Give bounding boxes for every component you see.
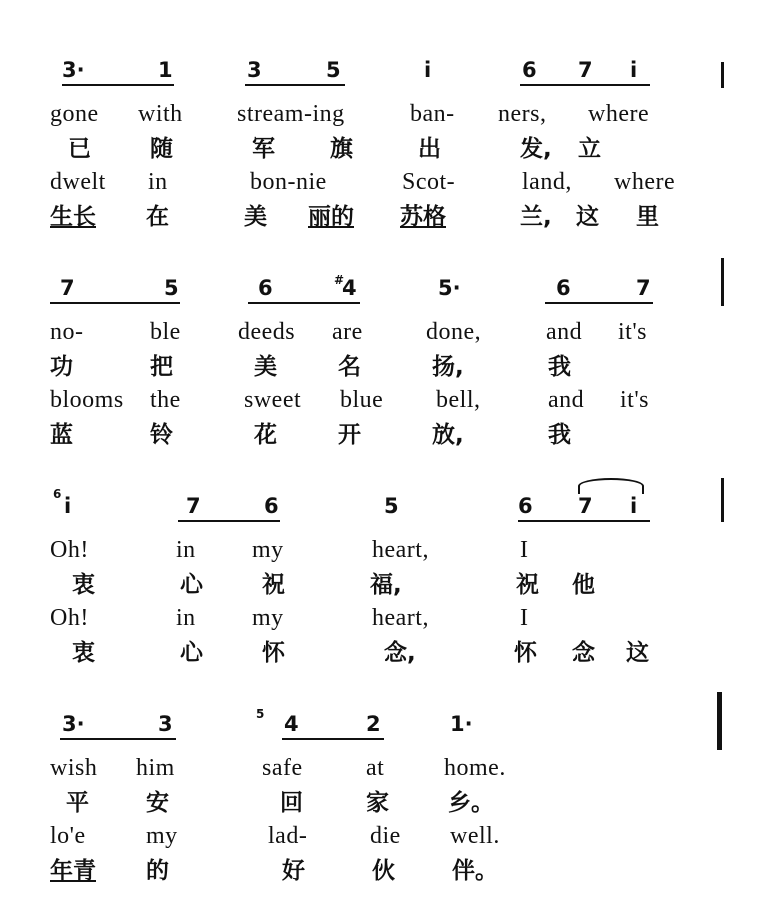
lyric-char: 福, bbox=[370, 572, 402, 598]
lyric-word: blooms bbox=[50, 387, 124, 413]
lyric-char: 怀 bbox=[514, 640, 537, 666]
lyric-char: 把 bbox=[150, 354, 173, 380]
lyric-word: are bbox=[332, 319, 363, 345]
lyric-word: land, bbox=[522, 169, 572, 195]
lyric-char: 美 bbox=[244, 204, 267, 230]
lyric-word: my bbox=[252, 537, 284, 563]
lyric-word: ban- bbox=[410, 101, 455, 127]
beam-line bbox=[245, 84, 345, 86]
bar-line bbox=[721, 62, 724, 88]
lyric-word: in bbox=[148, 169, 168, 195]
lyric-word: home. bbox=[444, 755, 506, 781]
lyric-char: 花 bbox=[254, 422, 277, 448]
lyric-word: in bbox=[176, 605, 196, 631]
lyric-char: 的 bbox=[146, 858, 169, 884]
note: 6 bbox=[258, 276, 273, 300]
lyric-word: ners, bbox=[498, 101, 547, 127]
lyric-word: stream-ing bbox=[237, 101, 345, 127]
beam-line bbox=[248, 302, 360, 304]
beam-line bbox=[60, 738, 176, 740]
lyric-char: 兰, bbox=[520, 204, 552, 230]
lyric-word: and bbox=[548, 387, 585, 413]
lyric-word: my bbox=[252, 605, 284, 631]
note: 5 bbox=[164, 276, 179, 300]
lyric-char: 安 bbox=[146, 790, 169, 816]
beam-line bbox=[50, 302, 180, 304]
slur bbox=[578, 478, 644, 494]
lyric-char: 军 bbox=[252, 136, 275, 162]
lyric-char: 里 bbox=[636, 204, 659, 230]
lyric-char: 生长 bbox=[50, 204, 96, 230]
lyric-char: 旗 bbox=[330, 136, 353, 162]
lyric-char: 立 bbox=[578, 136, 601, 162]
lyric-char: 在 bbox=[146, 204, 169, 230]
lyric-char: 功 bbox=[50, 354, 73, 380]
lyric-word: Oh! bbox=[50, 605, 89, 631]
lyric-word: lad- bbox=[268, 823, 308, 849]
note: 3 bbox=[247, 58, 262, 82]
note: i bbox=[630, 58, 638, 82]
lyric-char: 丽的 bbox=[308, 204, 354, 230]
lyric-word: it's bbox=[620, 387, 649, 413]
lyric-word: at bbox=[366, 755, 385, 781]
final-bar-line bbox=[717, 692, 722, 750]
note: 1 bbox=[158, 58, 173, 82]
lyric-word: ble bbox=[150, 319, 181, 345]
lyric-word: wish bbox=[50, 755, 98, 781]
lyric-char: 平 bbox=[66, 790, 89, 816]
lyric-char: 铃 bbox=[150, 422, 173, 448]
lyric-word: sweet bbox=[244, 387, 302, 413]
lyric-char: 名 bbox=[338, 354, 361, 380]
lyric-char: 发, bbox=[520, 136, 552, 162]
bar-line bbox=[721, 478, 724, 522]
lyric-word: him bbox=[136, 755, 175, 781]
lyric-word: where bbox=[588, 101, 650, 127]
note: 5 bbox=[384, 494, 399, 518]
beam-line bbox=[282, 738, 384, 740]
lyric-char: 衷 bbox=[72, 572, 95, 598]
lyric-char: 扬, bbox=[432, 354, 464, 380]
lyric-char: 他 bbox=[572, 572, 595, 598]
lyric-word: with bbox=[138, 101, 183, 127]
lyric-char: 我 bbox=[548, 354, 571, 380]
lyric-char: 这 bbox=[576, 204, 599, 230]
lyric-word: my bbox=[146, 823, 178, 849]
lyric-word: well. bbox=[450, 823, 500, 849]
lyric-char: 念, bbox=[384, 640, 416, 666]
lyric-char: 放, bbox=[432, 422, 464, 448]
grace-note: 6 bbox=[53, 487, 62, 501]
note: 3· bbox=[62, 58, 85, 82]
lyric-char: 念 bbox=[572, 640, 595, 666]
lyric-char: 蓝 bbox=[50, 422, 73, 448]
note: 5 bbox=[326, 58, 341, 82]
lyric-word: I bbox=[520, 605, 529, 631]
note: 6 bbox=[518, 494, 533, 518]
note: 3· bbox=[62, 712, 85, 736]
lyric-word: where bbox=[614, 169, 676, 195]
grace-note: 5 bbox=[256, 707, 265, 721]
lyric-char: 乡。 bbox=[448, 790, 494, 816]
lyric-char: 祝 bbox=[516, 572, 539, 598]
note: 6 bbox=[264, 494, 279, 518]
note: 7 bbox=[578, 494, 593, 518]
lyric-char: 伴。 bbox=[452, 858, 498, 884]
note: 4 bbox=[284, 712, 299, 736]
note: 7 bbox=[60, 276, 75, 300]
note: 5· bbox=[438, 276, 461, 300]
lyric-word: die bbox=[370, 823, 401, 849]
beam-line bbox=[545, 302, 653, 304]
note: i bbox=[630, 494, 638, 518]
note: 7 bbox=[186, 494, 201, 518]
lyric-char: 好 bbox=[282, 858, 305, 884]
beam-line bbox=[518, 520, 650, 522]
lyric-word: deeds bbox=[238, 319, 296, 345]
lyric-char: 我 bbox=[548, 422, 571, 448]
lyric-word: safe bbox=[262, 755, 303, 781]
lyric-char: 家 bbox=[366, 790, 389, 816]
lyric-word: gone bbox=[50, 101, 99, 127]
lyric-word: Oh! bbox=[50, 537, 89, 563]
lyric-char: 随 bbox=[150, 136, 173, 162]
lyric-word: no- bbox=[50, 319, 84, 345]
beam-line bbox=[62, 84, 174, 86]
lyric-word: it's bbox=[618, 319, 647, 345]
lyric-char: 出 bbox=[418, 136, 441, 162]
lyric-char: 心 bbox=[180, 640, 203, 666]
note: 1· bbox=[450, 712, 473, 736]
lyric-char: 祝 bbox=[262, 572, 285, 598]
note: 2 bbox=[366, 712, 381, 736]
lyric-char: 年青 bbox=[50, 858, 96, 884]
note: 4 bbox=[342, 276, 357, 300]
lyric-word: heart, bbox=[372, 537, 429, 563]
lyric-word: heart, bbox=[372, 605, 429, 631]
lyric-char: 怀 bbox=[262, 640, 285, 666]
lyric-word: done, bbox=[426, 319, 482, 345]
lyric-word: lo'e bbox=[50, 823, 86, 849]
note: i bbox=[424, 58, 432, 82]
lyric-char: 衷 bbox=[72, 640, 95, 666]
lyric-word: and bbox=[546, 319, 583, 345]
beam-line bbox=[520, 84, 650, 86]
note: 3 bbox=[158, 712, 173, 736]
sharp-sign: # bbox=[334, 273, 345, 287]
lyric-char: 心 bbox=[180, 572, 203, 598]
note: 7 bbox=[636, 276, 651, 300]
note: 7 bbox=[578, 58, 593, 82]
lyric-char: 这 bbox=[626, 640, 649, 666]
note: 6 bbox=[522, 58, 537, 82]
lyric-word: the bbox=[150, 387, 181, 413]
lyric-word: bon-nie bbox=[250, 169, 327, 195]
note: 6 bbox=[556, 276, 571, 300]
lyric-word: I bbox=[520, 537, 529, 563]
lyric-char: 伙 bbox=[372, 858, 395, 884]
lyric-char: 开 bbox=[338, 422, 361, 448]
lyric-word: in bbox=[176, 537, 196, 563]
note: i bbox=[64, 494, 72, 518]
lyric-char: 美 bbox=[254, 354, 277, 380]
lyric-char: 已 bbox=[68, 136, 91, 162]
bar-line bbox=[721, 258, 724, 306]
lyric-word: blue bbox=[340, 387, 384, 413]
lyric-char: 回 bbox=[280, 790, 303, 816]
beam-line bbox=[178, 520, 280, 522]
lyric-word: bell, bbox=[436, 387, 481, 413]
lyric-word: Scot- bbox=[402, 169, 456, 195]
lyric-char: 苏格 bbox=[400, 204, 446, 230]
lyric-word: dwelt bbox=[50, 169, 106, 195]
